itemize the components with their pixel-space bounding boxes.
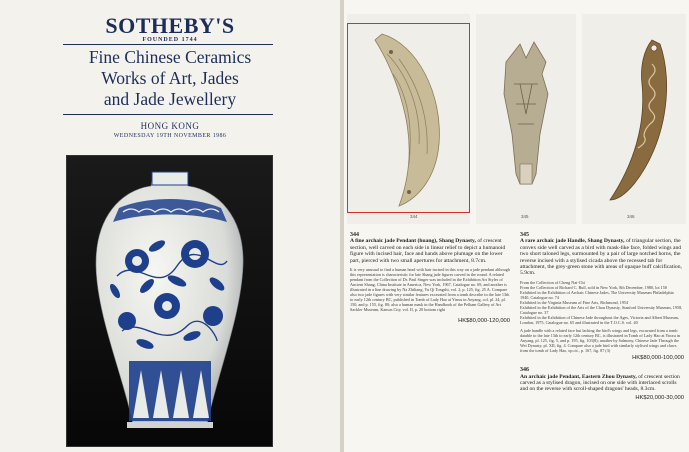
- lot-number: 346: [520, 367, 529, 374]
- provenance-list: [520, 280, 684, 325]
- cover-title-line: Works of Art, Jades: [101, 68, 239, 88]
- lot-estimate: HK$20,000-30,000: [635, 394, 684, 401]
- lot-345-entry: [520, 232, 684, 401]
- plate-346[interactable]: [582, 14, 686, 224]
- provenance-line: From the Collection of Cheng Nai-Chi: [520, 279, 585, 285]
- founded-line: FOUNDED 1744: [142, 37, 198, 43]
- lot-description: of triangular section, the convex side well carved as a bird with mask-like face, folded wings and two short taloned legs, surmounted by a pair of large notched horns, the reverse incised with a stylised cicada above the recessed tab for attachment, the grey-green stone with areas of opaque buff calcification, 5.9cm.: [520, 238, 682, 277]
- provenance-line: Exhibited in the Exhibition of Chinese Jade throughout the Ages, Victoria and Albert Museum, London, 1975, Catalogue no. 65 and illustrated in the T.O.C.S. vol. 40: [520, 314, 679, 325]
- top-rule: [63, 44, 273, 45]
- lot-344-entry: [350, 232, 510, 324]
- lot-346-entry: [520, 367, 684, 401]
- middle-rule: [63, 114, 273, 115]
- lot-number: 345: [520, 232, 529, 238]
- cover-title: [0, 47, 340, 110]
- plate-number: 345: [521, 214, 529, 219]
- lot-estimate: HK$80,000-120,000: [458, 318, 510, 325]
- brand-wordmark: SOTHEBY'S: [105, 13, 235, 38]
- jade-dragon-pendant-image: [582, 14, 686, 224]
- porcelain-vase-image: [67, 156, 272, 446]
- lot-heading: An archaic jade Pendant, Eastern Zhou Dynasty,: [520, 373, 637, 380]
- cover-title-line: and Jade Jewellery: [103, 89, 237, 109]
- sale-date: WEDNESDAY 19TH NOVEMBER 1986: [113, 133, 227, 139]
- lot-heading: A fine archaic jade Pendant (huang), Shang Dynasty,: [350, 238, 476, 245]
- sale-location: HONG KONG: [140, 121, 200, 131]
- provenance-line: Exhibited in the Virginia Museum of Fine Arts, Richmond, 1954: [520, 299, 629, 305]
- catalogue-page: [344, 0, 689, 452]
- lot-heading: A rare archaic jade Handle, Shang Dynasty,: [520, 238, 625, 245]
- lot-description: of crescent section, well carved on each side in linear relief to depict a humanoid figure with incised hair, face and hands above plumage on the lower part, pierced with two small apertures for attachment, 8.7cm.: [350, 238, 506, 264]
- lot-note: A jade handle with a related face but lacking the bird's wings and legs, excavated from a tomb datable to the late 13th to early 12th century BC, is illustrated in Tomb of Lady Hao at Yinxu in Anyang, pl. 125, fig. 5, and p. 195, fig. 103(8); another by Salmony, Chinese Jade Through the Wei Dynasty, pl. XII, fig. 4. Compare also a jade bird with similarly stylised wings and claws from the tomb of Lady Hao, op.cit., p. 167, fig. 87 (3): [520, 327, 680, 353]
- lot-note: It is very unusual to find a human head with hair incised in this way on a jade pendant although this representation is characteristic for late Shang jade figures carved in the round. A related pendant from the Collection of Dr. Paul Singer was included in the Exhibition Art Styles of Ancient Shang, China Institute in America, New York, 1967, Catalogue no. 69, and another is illustrated in a line drawing by Na Zhiliang, Yu Qi Tongshi, vol. 2, p. 125, fig. 25 A. Compare also two jade figures with very similar features excavated from a tomb describe in the late 13th to early 12th century BC, published in Tomb of Lady Hao at Yinxu in Anyang, col. pl. 24, pl. 150, and p. 155, fig. 80; also a human mask in the Handbook of the Pelham Gallery of Art Sackler Museum, Kansas City, vol. II, p. 20 bottom right: [350, 267, 510, 313]
- selected-plate-highlight: [347, 23, 470, 213]
- lot-description: of crescent section carved as a stylised dragon, incised on one side with interlaced scrolls and on the reverse with scroll-shaped dragons' heads, 8.3cm.: [520, 373, 680, 393]
- plate-345[interactable]: [476, 14, 576, 224]
- provenance-line: From the Collection of Richard C. Bull, sold in New York, 8th December, 1980, lot 150: [520, 284, 667, 290]
- provenance-line: Exhibited in the Exhibition of the Arts of the Chou Dynasty, Stanford University Museum, 1958, Catalogue no. 37: [520, 304, 683, 315]
- cover-photograph: [66, 155, 273, 447]
- provenance-line: Exhibited in the Exhibition of Archaic Chinese Jades, The University Museum Philadelphia 1940, Catalogue no. 74: [520, 289, 674, 300]
- jade-handle-image: [476, 14, 576, 224]
- plate-number: 346: [627, 214, 635, 219]
- catalogue-cover: [0, 0, 340, 452]
- plate-number: 344: [410, 214, 418, 219]
- lot-number: 344: [350, 232, 359, 238]
- cover-title-line: Fine Chinese Ceramics: [88, 47, 252, 67]
- lot-estimate: HK$80,000-100,000: [632, 354, 684, 361]
